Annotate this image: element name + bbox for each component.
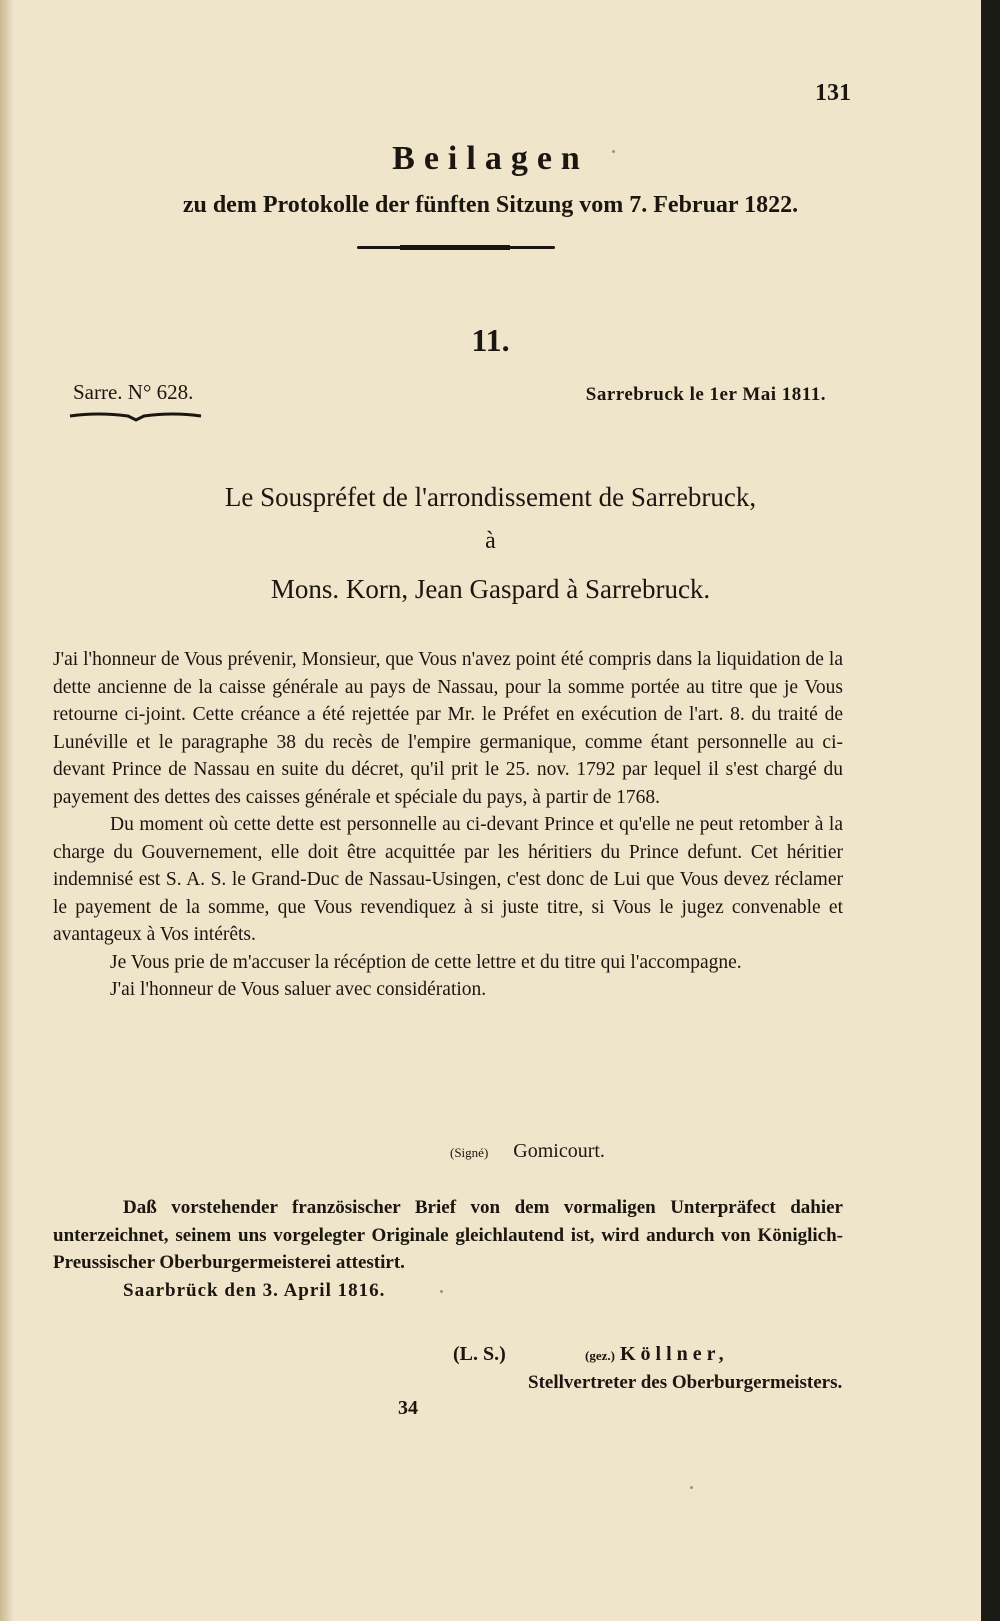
seal-mark: (L. S.) — [453, 1343, 506, 1365]
signature-mark: 34 — [398, 1397, 418, 1419]
address-a: à — [485, 528, 496, 554]
letter-paragraph: Du moment où cette dette est personnelle au ci-devant Prince et qu'elle ne peut retomber à la charge du Gouvernement, elle doit être acquittée par les héritiers du Prince defunt. Cet héritier indemnisé est S. A. S. le Grand-Duc de Nassau-Usingen, c'est donc de Lui que Vous devez réclamer le payement de la somme, que Vous revendiquez à si juste titre, si Vous le jugez convenable et avantageux à Vos intérêts. — [53, 814, 843, 945]
letter-paragraph: J'ai l'honneur de Vous saluer avec considération. — [110, 979, 487, 1000]
page-subtitle: zu dem Protokolle der fünften Sitzung vom 7. Februar 1822. — [182, 192, 799, 218]
page-number: 131 — [815, 80, 851, 106]
signed-label: (Signé) — [450, 1145, 489, 1160]
place-date: Saarbrück den 3. April 1816. — [123, 1279, 386, 1301]
document-number: 11. — [471, 322, 510, 358]
recipient-line: Mons. Korn, Jean Gaspard à Sarrebruck. — [270, 574, 711, 604]
letter-paragraph: J'ai l'honneur de Vous prévenir, Monsieur, que Vous n'avez point été compris dans la liquidation de la dette ancienne de la caisse générale au pays de Nassau, pour la somme portée au titre que je Vous retourne ci-joint. Cette créance a été rejettée par Mr. le Préfet en exécution de l'art. 8. du traité de Lunéville et le paragraphe 38 du recès de l'empire germanique, comme étant personnelle au ci-devant Prince de Nassau en suite du décret, qu'il prit le 25. nov. 1792 par lequel il s'est chargé du payement des dettes des caisses générale et spéciale du pays, à partir de 1768. — [53, 649, 843, 808]
page-edge-shadow — [0, 0, 14, 1621]
flourish-ornament — [68, 410, 203, 422]
paper-speck — [440, 1290, 443, 1293]
sarre-reference: Sarre. N° 628. — [73, 380, 194, 404]
attestation-text — [53, 1194, 843, 1304]
sender-line: Le Souspréfet de l'arrondissement de Sarrebruck, — [224, 482, 757, 512]
title-rule-center — [400, 245, 510, 250]
letter-date: Sarrebruck le 1er Mai 1811. — [585, 384, 826, 405]
letter-body — [53, 646, 843, 1004]
signed-block — [450, 1140, 605, 1163]
signer-name: Köllner, — [619, 1343, 729, 1365]
page-title: Beilagen — [392, 140, 589, 177]
attestation-paragraph: Daß vorstehender französischer Brief von dem vormaligen Unterpräfect dahier unterzeichnet, seinem uns vorgelegter Originale gleichlautend ist, wird andurch von Königlich-Preussischer Oberburgermeisterei attestirt. — [53, 1197, 843, 1273]
signer-block — [585, 1343, 729, 1366]
signer-title: Stellvertreter des Oberburgermeisters. — [528, 1372, 843, 1393]
letter-paragraph: Je Vous prie de m'accuser la récéption de cette lettre et du titre qui l'accompagne. — [110, 951, 742, 973]
gez-label: (gez.) — [585, 1348, 615, 1363]
signed-name: Gomicourt. — [513, 1140, 605, 1162]
paper-speck — [612, 150, 615, 153]
paper-speck — [690, 1486, 693, 1489]
